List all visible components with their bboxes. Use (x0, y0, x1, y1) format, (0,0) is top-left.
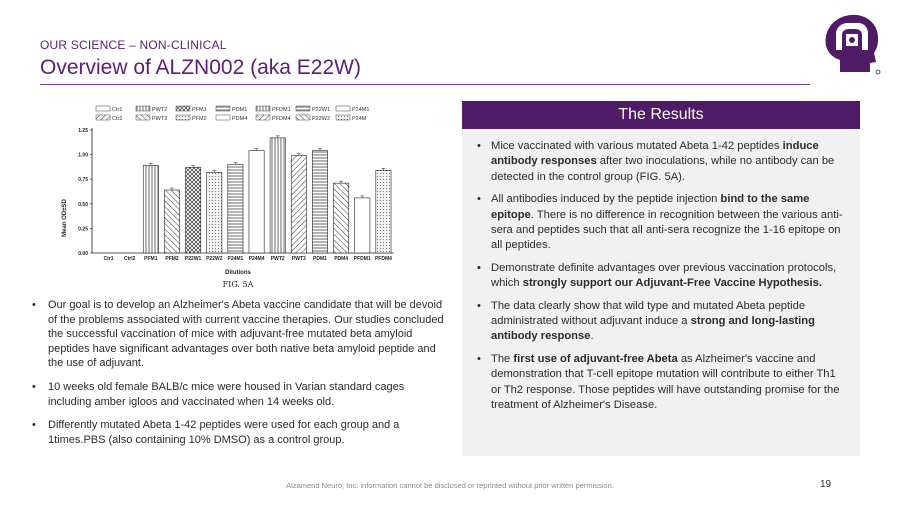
results-list (462, 129, 860, 414)
legend-swatch (176, 106, 190, 111)
legend-label: PWT2 (152, 107, 168, 113)
legend-label: PFDM4 (272, 116, 291, 122)
x-tick-label: PDM1 (313, 256, 327, 262)
bar-p22w1 (186, 167, 201, 253)
bar-pdm4 (334, 183, 349, 253)
text: . There is no difference in recognition between the various anti-sera and peptides such that all anti-sera recognize the 1-16 epitope on all peptides. (491, 208, 843, 252)
legend-swatch (176, 115, 190, 120)
y-tick-label: 1.25 (78, 128, 88, 134)
brain-head-logo-icon (818, 10, 884, 80)
legend-swatch (216, 115, 230, 120)
text: . (590, 330, 594, 343)
legend-label: Ctr1 (112, 107, 123, 113)
study-summary-list (30, 298, 448, 456)
bar-pfdm1 (355, 198, 370, 253)
legend-label: P22W1 (312, 107, 331, 113)
footer-disclaimer: Alzamend Neuro, Inc. information cannot be disclosed or reprinted without prior written permission. (286, 481, 614, 490)
legend-label: P24M (352, 116, 367, 122)
text: as Alzheimer's vaccine and demonstration that T-cell epitope mutation will contribute to either Th1 or Th2 response. Those peptides will have outstanding promise for the treatment of Alzheimer's Disease. (491, 352, 840, 412)
emphasis: strong and long-lasting antibody response (491, 315, 815, 343)
title-divider (40, 84, 810, 85)
x-tick-label: PDM4 (334, 256, 349, 262)
legend-swatch (336, 115, 350, 120)
x-tick-label: P24M4 (248, 256, 265, 262)
figure-label: FIG. 5A (222, 280, 254, 289)
slide-title: Overview of ALZN002 (aka E22W) (40, 56, 361, 79)
y-tick-label: 0.25 (78, 226, 88, 233)
bar-p24m4 (249, 151, 264, 253)
list-item (476, 139, 846, 185)
list-item: • 10 weeks old female BALB/c mice were housed in Varian standard cages including amber igloos and vaccinated when 14 weeks old. (30, 380, 448, 409)
x-tick-label: PFM1 (144, 256, 158, 262)
legend-swatch (136, 115, 150, 120)
text: The data clearly show that wild type and mutated Abeta peptide administrated without adjuvant induce a (491, 299, 806, 328)
bar-pdm1 (312, 151, 327, 253)
emphasis: induce antibody responses (491, 140, 819, 168)
antibody-response-bar-chart (58, 100, 398, 290)
legend-label: P24M1 (352, 107, 370, 113)
emphasis: bind to the same epitope (491, 193, 810, 221)
y-tick-label: 0.75 (78, 177, 88, 184)
page-number: 19 (820, 479, 832, 490)
legend-swatch (256, 106, 270, 111)
bar-pfm2 (164, 190, 179, 253)
x-tick-label: P24M1 (227, 256, 244, 262)
list-item (476, 299, 846, 345)
legend-label: Ctr2 (112, 116, 123, 122)
text: after two inoculations, while no antibody can be detected in the control group (FIG. 5A). (491, 155, 835, 183)
legend-label: PDM4 (232, 116, 248, 122)
legend-swatch (216, 106, 230, 111)
chart-y-axis-label: Mean OD±SD (62, 199, 68, 237)
results-panel (462, 101, 860, 456)
x-tick-label: P22W1 (184, 256, 202, 262)
bar-pwt3 (291, 156, 306, 253)
chart-legend (96, 106, 369, 122)
legend-swatch (136, 106, 150, 111)
x-tick-label: Ctrl2 (124, 256, 136, 262)
legend-label: PFM1 (192, 107, 207, 113)
list-item: • Differently mutated Abeta 1-42 peptides were used for each group and a 1times.PBS (also containing 10% DMSO) as a control group. (30, 418, 448, 447)
text: All antibodies induced by the peptide injection (491, 193, 721, 206)
x-tick-label: Ctr1 (103, 256, 114, 262)
x-tick-label: PFDM1 (353, 256, 371, 262)
bar-pfm1 (143, 165, 158, 253)
bar-pwt2 (270, 138, 285, 253)
legend-label: PFDM1 (272, 107, 291, 113)
legend-swatch (296, 106, 310, 111)
emphasis: strongly support our Adjuvant-Free Vaccine Hypothesis. (522, 277, 822, 290)
x-tick-label: PFDM4 (374, 256, 392, 262)
legend-swatch (96, 115, 110, 120)
emphasis: first use of adjuvant-free Abeta (513, 352, 678, 365)
y-tick-label: 1.00 (78, 152, 88, 159)
x-tick-label: PWT2 (270, 256, 285, 262)
y-tick-label: 0.00 (78, 251, 88, 257)
legend-swatch (96, 106, 110, 111)
x-tick-label: PWT3 (291, 256, 306, 262)
section-kicker: OUR SCIENCE – NON-CLINICAL (40, 38, 227, 52)
text: Demonstrate definite advantages over previous vaccination protocols, which (491, 261, 837, 290)
legend-swatch (256, 115, 270, 120)
chart-x-axis-label: Dilutions (225, 270, 251, 276)
legend-label: PFM2 (192, 116, 207, 122)
y-tick-label: 0.50 (78, 201, 88, 208)
results-heading: The Results (462, 101, 860, 129)
bar-pfdm4 (376, 170, 391, 253)
list-item (476, 352, 846, 414)
list-item (476, 261, 846, 292)
legend-label: PDM1 (232, 107, 248, 113)
legend-label: PWT3 (152, 116, 168, 122)
list-item: • Our goal is to develop an Alzheimer's Abeta vaccine candidate that will be devoid of the problems associated with current vaccine therapies. Our studies concluded the successful vaccination of mice with adjuvant-free mutated beta amyloid peptides have significant advantages over both native beta amyloid peptide and the use of adjuvant. (30, 298, 448, 371)
chart-bars (104, 136, 393, 262)
bar-p22w2 (207, 172, 222, 253)
x-tick-label: PFM2 (165, 256, 179, 262)
text: The (491, 352, 514, 365)
list-item (476, 192, 846, 254)
bar-p24m1 (228, 164, 243, 253)
legend-swatch (296, 115, 310, 120)
x-tick-label: P22W2 (206, 256, 223, 262)
text: Mice vaccinated with various mutated Abeta 1-42 peptides (491, 140, 783, 152)
legend-label: P22W2 (312, 116, 331, 122)
legend-swatch (336, 106, 350, 111)
